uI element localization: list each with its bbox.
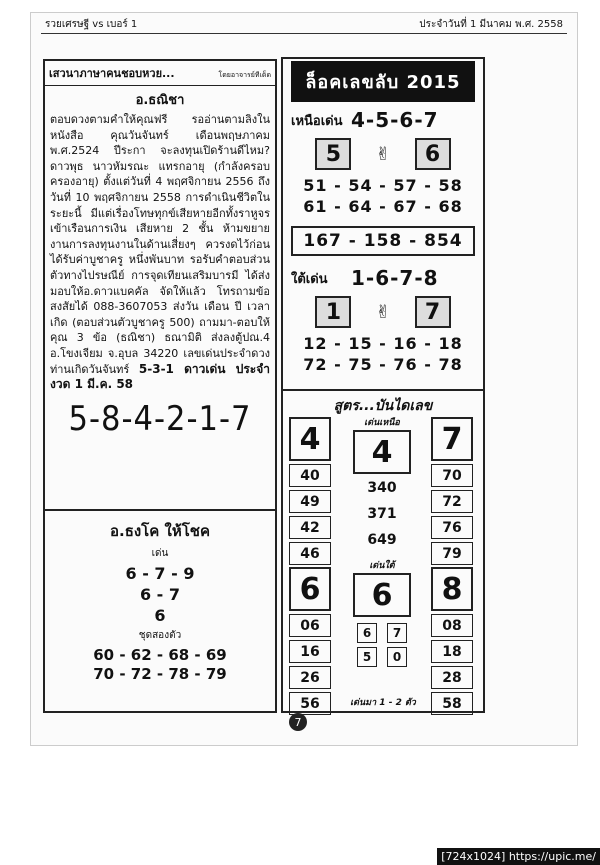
formula-item: 49 <box>289 490 331 513</box>
south-big: 6 <box>353 573 411 617</box>
south-label: ใต้เด่น <box>291 271 328 287</box>
formula-item: 70 <box>431 464 473 487</box>
formula-item: 08 <box>431 614 473 637</box>
north-pair <box>283 138 483 170</box>
south-value: 1-6-7-8 <box>351 266 439 290</box>
luck-box <box>45 509 275 711</box>
south-caption: เด่นใต้ <box>369 561 395 571</box>
formula-item: 16 <box>289 640 331 663</box>
south-pair <box>283 296 483 328</box>
column-title: เสวนาภาษาคนชอบหวย... <box>49 67 175 80</box>
byline: โดยอาจารย์ทีเด็ด <box>218 71 271 79</box>
article-text: ตอบดวงตามคำให้คุณฟรี รออ่านตามลิงในหนังสือ คุณวันจันทร์ เดือนพฤษภาคม พ.ศ.2524 ปีระกา จะลงทุนเปิดร้านดีไหม? ดาวพุธ นาวหัมรณะ แทรกอายุ (กำลังครอบครองอายุ) ตั้งแต่วันที่ 4 พฤศจิกายน 2556 ถึงวันที่ 10 พฤศจิกายน 2558 การดำเนินชีวิตในระยะนี้ มีแต่เรื่องโทษทุกข์เสียหายอีกทั้งราหูจรเข้าเรือนการเงิน เสียหาย 2 ชั้น ห้ามขยายงานการลงทุนงานในด้านเสี่ยงๆ ควรงดไว้ก่อน ได้รับค่าบูชาครู หนึ่งพันบาท รอรับคำตอบส่วนตัวทางไปรษณีย์ การจุดเทียนเสริมบารมี ได้ส่งมอบให้อ.ดาวแบคคัล จัดให้แล้ว โทรถามข้อสงสัยได้ 088-3607053 ส่งวัน เดือน ปี เวลาเกิด (ตอบส่วนตัวบูชาครู 500) ถามมา-ตอบให้คุณ 3 ข้อ (ธณิชา) ธณามิติ ส่งลงตู้ปณ.4 อ.โขงเจียม จ.อุบล 34220 เลขเด่นประจำดวงท่านเกิดวันจันทร์ <box>50 113 270 376</box>
south-row <box>283 266 483 290</box>
south-line-1: 12 - 15 - 16 - 18 <box>303 334 463 353</box>
page-number: 7 <box>289 713 307 731</box>
left-column <box>43 59 277 713</box>
north-big: 4 <box>353 430 411 474</box>
formula-item: 40 <box>289 464 331 487</box>
formula-item: 72 <box>431 490 473 513</box>
south-line-2: 72 - 75 - 76 - 78 <box>303 355 463 374</box>
formula-item: 76 <box>431 516 473 539</box>
formula-footnote: เด่นมา 1 - 2 ตัว <box>350 698 416 708</box>
header-rule <box>41 33 567 34</box>
formula-middle <box>353 415 411 667</box>
luck-title: อ.ธงโค ให้โชค <box>110 522 210 540</box>
pairs-line-1: 60 - 62 - 68 - 69 <box>93 646 227 664</box>
right-column <box>281 57 485 713</box>
big-number: 5-8-4-2-1-7 <box>68 398 252 439</box>
south-box-a: 1 <box>315 296 351 328</box>
formula-item: 79 <box>431 542 473 565</box>
mini-box: 6 <box>357 623 377 643</box>
pairs-line-2: 70 - 72 - 78 - 79 <box>93 665 227 683</box>
formula-item: 42 <box>289 516 331 539</box>
article-body <box>45 112 275 393</box>
formula-item: 58 <box>431 692 473 715</box>
mini-box: 7 <box>387 623 407 643</box>
header-right: ประจำวันที่ 1 มีนาคม พ.ศ. 2558 <box>419 19 563 30</box>
formula-item: 06 <box>289 614 331 637</box>
mini-box: 0 <box>387 647 407 667</box>
formula-item: 28 <box>431 666 473 689</box>
author-name: อ.ธณิชา <box>135 93 185 108</box>
north-caption: เด่นเหนือ <box>364 418 400 428</box>
formula-big-1: 4 <box>289 417 331 461</box>
pairs-label: ชุดสองตัว <box>138 630 182 641</box>
mid-value-3: 649 <box>367 532 397 548</box>
north-line-2: 61 - 64 - 67 - 68 <box>303 197 463 216</box>
formula-big-2: 6 <box>289 567 331 611</box>
luck-label: เด่น <box>151 548 169 559</box>
mini-row-1 <box>353 623 411 643</box>
victory-hand-icon: ✌ <box>375 301 391 323</box>
formula-col-2 <box>289 567 331 715</box>
article-closing: 5-3-1 ดาวเด่น ประจำงวด 1 มี.ค. 58 <box>50 361 270 392</box>
formula-item: 18 <box>431 640 473 663</box>
formula-section <box>283 389 483 711</box>
formula-col-3 <box>431 417 473 565</box>
watermark: [724x1024] https://upic.me/ <box>437 848 600 865</box>
south-box-b: 7 <box>415 296 451 328</box>
formula-big-3: 7 <box>431 417 473 461</box>
formula-col-1 <box>289 417 331 565</box>
formula-item: 56 <box>289 692 331 715</box>
formula-big-4: 8 <box>431 567 473 611</box>
mid-value-2: 371 <box>367 506 397 522</box>
victory-hand-icon: ✌ <box>375 143 391 165</box>
north-row <box>283 108 483 132</box>
north-label: เหนือเด่น <box>291 113 343 129</box>
north-value: 4-5-6-7 <box>351 108 439 132</box>
banner-title: ล็อคเลขลับ 2015 <box>291 61 475 102</box>
header-left: รวยเศรษฐี vs เบอร์ 1 <box>45 19 138 30</box>
column-title-bar <box>45 61 275 86</box>
luck-line-3: 6 <box>154 606 166 625</box>
formula-title: สูตร...บันไดเลข <box>333 398 433 414</box>
luck-line-1: 6 - 7 - 9 <box>125 564 195 583</box>
formula-item: 46 <box>289 542 331 565</box>
magazine-page <box>30 12 578 746</box>
north-box-b: 6 <box>415 138 451 170</box>
boxed-numbers: 167 - 158 - 854 <box>291 226 475 256</box>
mid-value-1: 340 <box>367 480 397 496</box>
mini-row-2 <box>353 647 411 667</box>
north-box-a: 5 <box>315 138 351 170</box>
mini-box: 5 <box>357 647 377 667</box>
formula-item: 26 <box>289 666 331 689</box>
formula-col-4 <box>431 567 473 715</box>
luck-line-2: 6 - 7 <box>139 585 181 604</box>
north-line-1: 51 - 54 - 57 - 58 <box>303 176 463 195</box>
